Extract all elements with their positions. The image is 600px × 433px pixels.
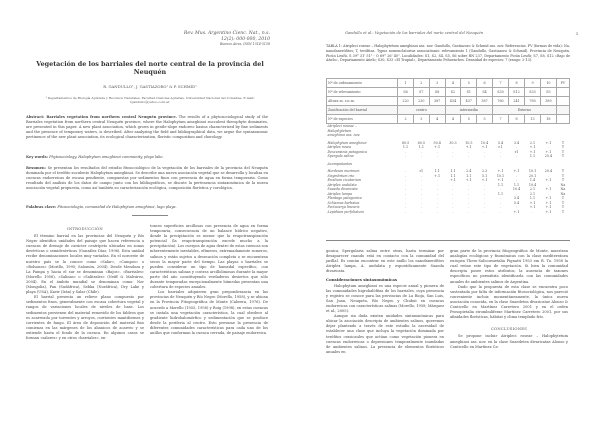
cover-value: 5.4 — [513, 200, 520, 205]
row-label: Nº de relevamiento — [327, 88, 398, 97]
cover-value: . — [468, 209, 470, 214]
syntaxonomy-heading: Consideraciones sintaxonómicas — [326, 277, 398, 283]
table-cell: 18 — [541, 115, 557, 124]
cover-value: . — [468, 182, 470, 187]
cover-value: +.1 — [481, 178, 488, 183]
cover-value: +.1 — [529, 149, 536, 154]
species-name: Plantago patagonica — [327, 196, 362, 201]
journal-issn: Buenos Aires, ISSN 1514-5158 — [220, 42, 270, 46]
cover-value: . — [404, 182, 407, 187]
cover-value: . — [404, 178, 407, 183]
cover-value: . — [452, 187, 454, 192]
abstract — [26, 115, 268, 140]
cover-value: . — [420, 187, 422, 192]
table-cell: 7 — [492, 115, 508, 124]
cover-value: . — [420, 178, 422, 183]
species-name: Atriplex lampa — [327, 191, 353, 196]
life-form: T — [561, 173, 565, 178]
cover-value: +.1 — [434, 145, 441, 150]
cover-value: 10.5 — [465, 140, 473, 145]
cover-value: +.1 — [529, 145, 536, 150]
cover-value: 1.1 — [497, 182, 504, 187]
species-name: Hordeum murinum — [327, 169, 360, 174]
life-form: T — [561, 149, 565, 154]
cover-value: . — [436, 149, 438, 154]
cover-value: 10.4 — [480, 140, 489, 145]
cover-value: 20.4 — [544, 169, 553, 174]
abstract-text: The results of a phytosociological study of the Barriales vegetation from northern central Neuquén province, where the Halophytum ameghinoi succulent therophyte dominates, are presented in this paper. A new plant association, which grows in gentle-slope endoreic basins characterized by fine sediments and the presence of temporary waters, is described. After analyzing the field and bibliographical data, we argue the syntaxonomic pertinence of the new plant association, its ecological characterization, floristic composition and chorology. — [26, 115, 268, 140]
cover-value: . — [404, 191, 407, 196]
conclusions-paragraph: Se propone incluir Atripleci roseae – Halophytetum ameghinoi ass. nov. en la clase Suaedetea divaricatae Alonso y Conticello en Martínez Ca- — [450, 334, 568, 349]
cover-value: r1 — [514, 149, 519, 154]
right-column-1 — [326, 249, 444, 355]
cover-value: . — [452, 205, 454, 210]
cover-value: . — [420, 191, 422, 196]
table-cell: 5 — [477, 115, 493, 124]
table-cell: 780 — [525, 97, 541, 106]
table-cell: S33 — [525, 88, 541, 97]
cover-value: . — [436, 205, 438, 210]
life-form: T — [561, 209, 565, 214]
row-label: Altura m. s.n.m. — [327, 97, 398, 106]
species-name: Lepidium perfoliatum — [327, 209, 364, 214]
cover-value: +.1 — [529, 205, 536, 210]
table-cell: 6 — [477, 79, 493, 88]
cover-value: . — [484, 191, 486, 196]
cover-value: 2.4 — [466, 169, 472, 174]
row-label: Nº de especies — [327, 115, 398, 124]
palabras-text: Fitosociología, comunidad de Halophytum ameghinoi, lago playa. — [56, 205, 177, 209]
table-cell: FV — [556, 79, 569, 88]
analogy-paragraph: gran parte de la provincia fitogeográfica de Monte, muestran analogías ecológicas y fisonómicas con la clase mediterránea europea Thero-Salicornietalia Pignatti 1953 em R. Tx. 1958 la cual reúne este tipo de vegetación. Si bien la comunidad descripta posee estos atributos, la ausencia de taxones específicos no permitiría identificarla con las comunidades anuales de ambientes salinos de Argentina. — [450, 249, 568, 284]
resumen — [26, 166, 268, 191]
cover-value: . — [452, 145, 454, 150]
species-name: Halophytum ameghinoi — [327, 140, 367, 145]
cover-value: . — [499, 209, 502, 214]
cover-value: . — [404, 149, 407, 154]
table-cell: 3 — [429, 79, 445, 88]
keywords — [26, 155, 268, 160]
cover-value: . — [436, 154, 438, 159]
table-cell: 4 — [445, 79, 461, 88]
cover-value: . — [404, 169, 407, 174]
cover-value: . — [420, 196, 422, 201]
cover-value: +.1 — [513, 169, 520, 174]
conclusions-heading: CONCLUSIONES — [490, 326, 528, 332]
species-name: Spergula salina — [327, 154, 354, 159]
table-cell: 8 — [509, 79, 525, 88]
cover-value: . — [484, 149, 486, 154]
table-cell: 8 — [509, 115, 525, 124]
syntaxonomy-paragraph-2: Aunque sin duda existen unidades sintaxonómicas para ubicar la asociación descripta de ambientes salinos, queremos dejar planteado a través de este estudio la necesidad de establecer una clase que incluya la vegetación dominada por terófitos crasicaules que actúan como vegetación pionera en cuencas endorreicas o depresiones temporalmente inundadas de ambientes salinos. La presencia de elementos florísticos anuales en — [326, 314, 444, 354]
cover-value: . — [404, 173, 407, 178]
cover-value: +.1 — [513, 209, 520, 214]
cover-value: 30.3 — [449, 140, 457, 145]
cover-value: . — [515, 178, 518, 183]
cover-value: . — [420, 154, 422, 159]
cover-value: . — [499, 187, 502, 192]
row-label: Nº de ordenamiento — [327, 79, 398, 88]
cover-value: . — [436, 200, 438, 205]
cover-value: . — [404, 187, 407, 192]
table-cell: 5 — [461, 79, 477, 88]
cover-value: . — [468, 187, 470, 192]
cover-value: 5.4 — [497, 140, 504, 145]
cover-value: 80.5 — [401, 140, 410, 145]
cover-value: +.1 — [545, 187, 552, 192]
section-divider — [132, 215, 168, 216]
cover-value: . — [436, 196, 438, 201]
cover-value: 5.1 — [481, 173, 488, 178]
cover-value: . — [404, 200, 407, 205]
table-cell: 760 — [492, 97, 508, 106]
cover-value: 1.1 — [402, 145, 409, 150]
cover-value: . — [484, 209, 486, 214]
cover-value: . — [468, 149, 470, 154]
table-cell: 437 — [461, 97, 477, 106]
table-cell: 387 — [429, 97, 445, 106]
cover-value: r1 — [419, 169, 424, 174]
table-header-row — [327, 88, 570, 97]
palabras-label: Palabras clave: — [26, 205, 57, 209]
species-name: Descurainia patagonica — [327, 149, 367, 154]
left-column-1 — [26, 224, 144, 341]
table-cell: S5 — [541, 88, 557, 97]
cover-value: . — [515, 173, 518, 178]
cover-value: . — [468, 205, 470, 210]
cover-value: r.1 — [498, 145, 503, 150]
cover-value: . — [468, 154, 470, 159]
table-cell: 5 — [461, 115, 477, 124]
running-head: Gandullo et al.: Vegetación de los barriales del norte central del Neuquén — [345, 31, 484, 35]
species-name: Atriplex rosea — [327, 145, 351, 150]
page-number: 3 — [575, 31, 578, 36]
cover-value: +.1 — [481, 145, 488, 150]
life-form: T — [561, 200, 565, 205]
table-cell — [556, 106, 569, 115]
life-form: T — [561, 205, 565, 210]
table-cell: 434 — [445, 97, 461, 106]
keywords-text: Phytosociology, Halophytum ameghinoi community, playa lake. — [47, 155, 164, 159]
table-cell: S2 — [445, 88, 461, 97]
cover-value: . — [531, 209, 534, 214]
intro-paragraph-3: tonces superficies arcillosas con presencia de agua en forma temporaria, consecuencia de un balance hídrico negativo, donde la precipitación es menor que la evapotranspiración potencial (la evapotranspiración excede mucho a la precipitación). Los cuerpos de agua dentro de estas cuencas son inherentemente inestables, efímeros, extremadamente someros, salinos y están sujetos a desecación completa o se encuentran secos la mayor parte del tiempo. Las playas o barriales se pueden considerar un tipo de humedal específico, con características salinas y costras arcillolimosas durante la mayor parte del año constituyendo verdaderos desiertos que sólo durante temporadas excepcionalmente húmedas presentan una cobertura de especies anuales. — [150, 224, 268, 290]
cover-value: 3.4 — [513, 140, 520, 145]
table-cell — [556, 97, 569, 106]
proposal-paragraph: Dado que la propuesta de esta clase se encuentra poco sustentada por falta de información fitosociológica, nos pareció conveniente incluir, momentáneamente, la única nueva asociación conocida, en la clase Suaedetea divaricatae Alonso & Conticello en Martínez Carretero 2001 y en el orden Prosopietalia strombuliferae Martínez Carretero 2001, por sus afinidades florísticas, hábitat y clima templado frío. — [450, 284, 568, 320]
cover-value: 2.1 — [529, 187, 536, 192]
table-cell: S30 — [492, 88, 508, 97]
row-label: Zonificación del barrial — [327, 106, 398, 115]
table-caption: TABLA 1: Atripleci roseae – Halophytetum ameghinoi ass. nov. Gandullo, Gastiazoro & Schmid ass. nov. Referencias. FV (formas de vida): Na, nanofanerófitos; T, terófitas. Typus nomenclatorius associationis: relevamiento 1 (Gandullo, Gastiazoro & Schmid). Provincia de Neuquén, Picún Leufú, S 39° 31' 51" - O 69° 26' 40". Localidades: S1, S2, S4, S5, S6 sobre RN 237, Departamento Picún Leufú; S7, S8, S12 «Bajo de Añelo», Departamento Añelo; S30, S33 «El Trapial», Departamento Pehuenches. Densidad de especies: 7 (rango: 2-13). — [326, 44, 570, 63]
cover-value: 1.1 — [529, 154, 536, 159]
table-cell: S1 — [461, 88, 477, 97]
cover-value: +.1 — [529, 200, 536, 205]
cover-value: . — [404, 154, 407, 159]
cover-value: . — [420, 209, 422, 214]
cover-value: . — [484, 182, 486, 187]
species-name: Sisymbrium irio — [327, 173, 355, 178]
cover-value: . — [515, 191, 518, 196]
cover-value: . — [420, 173, 422, 178]
table-cell: 389 — [541, 97, 557, 106]
life-form: T — [561, 178, 565, 183]
zonation-row — [327, 106, 570, 115]
intro-paragraph-4: Los barriales adquieren gran preponderancia en las provincias de Neuquén y Río Negro (Morello, 1958), y se ubican en la Provincia Fitogeográfica de Monte (Cabrera, 1976). De acuerdo a Morello (1955, 1958) y Roig (1998), en estas cuencas se instala una vegetación característica, la cual obedece al gradiente hidrohalomórfico y sedimentación que se produce desde la periferia al centro. Esto presume la presencia de diferentes comunidades características para cada uno de los anillos que conforman la cuenca cerrada, de paisaje endorreica. — [150, 290, 268, 335]
table-cell: 13 — [525, 115, 541, 124]
abstract-label: Abstract: Barriales vegetation from northern central Neuquén province. — [26, 115, 177, 119]
cover-value: . — [404, 205, 407, 210]
cover-value: 1.1 — [529, 196, 536, 201]
table-cell — [556, 88, 569, 97]
resumen-text: Se presentan los resultados del estudio fitosociológico de la vegetación de los barriales de la provincia del Neuquén dominada por el terófito suculento Halophytum ameghinoi. Se describe una nueva asociación vegetal que se desarrolla y localiza en cuencas endorreicas de escasa pendiente, compuestas por sedimentos finos con presencia de agua en forma temporaria. Como resultado del análisis de los datos de campo junto con los bibliográficos, se discute la pertenencia sintaxonómica de la nueva asociación vegetal propuesta, como así también su caracterización ecológica, composición florística y corológica. — [26, 166, 268, 191]
life-form: T — [561, 169, 565, 174]
cover-value: 1.1 — [513, 182, 520, 187]
cover-value: . — [515, 145, 518, 150]
zone-externo: Externo — [492, 106, 556, 115]
table-cell: 7 — [492, 79, 508, 88]
cover-value: . — [452, 191, 454, 196]
cover-value: . — [515, 154, 518, 159]
table-cell: 4 — [429, 115, 445, 124]
ring-paragraph: gonica, Spergularia salina entre otras, hasta terminar por desaparecer cuando está en contacto con la comunidad del jarillal. Es común encontrar en este anillo los nanofanerófitos Atriplex lampa, A. undulata y esporádicamente Suaeda divaricata. — [326, 249, 444, 274]
cover-value: . — [547, 173, 549, 178]
cover-value: . — [547, 182, 549, 187]
association-label: Atripleci roseae – Halophytetum ameghinoi ass. nov. — [327, 124, 361, 138]
cover-value: . — [484, 154, 486, 159]
cover-value: 10.4 — [528, 182, 537, 187]
table-cell: S6 — [398, 88, 414, 97]
cover-value: +.1 — [497, 169, 504, 174]
cover-value: +.1 — [545, 205, 552, 210]
journal-name: Rev. Mus. Argentino Cienc. Nat., n.s. — [183, 31, 270, 36]
cover-value: +.1 — [545, 200, 552, 205]
journal-citation — [184, 31, 270, 46]
table-cell: S8 — [429, 88, 445, 97]
cover-value: . — [420, 200, 422, 205]
cover-value: 1.1 — [418, 145, 424, 150]
life-form: Na — [560, 187, 566, 192]
paper-title: Vegetación de los barriales del norte central de la provincia del Neuquén — [36, 60, 264, 77]
cover-value: +.1 — [545, 140, 552, 145]
table-cell — [556, 115, 569, 124]
cover-value: . — [515, 205, 518, 210]
cover-value: . — [436, 182, 438, 187]
cover-value: . — [468, 191, 470, 196]
intro-heading: INTRODUCCIÓN — [67, 226, 103, 231]
left-column-2 — [150, 224, 268, 336]
cover-value: 2.1 — [529, 140, 536, 145]
table-cell: 230 — [413, 97, 429, 106]
life-form: T — [561, 140, 565, 145]
cover-value: +.1 — [449, 178, 456, 183]
cover-value: +.1 — [465, 145, 472, 150]
syntaxonomy-paragraph-1: Halophytum ameghinoi es una especie anual y pionera de las comunidades higrohalófitas de los barriales, cuya presencia y registro se conoce para las provincias de La Rioja, San Luis, San Juan, Neuquén, Río Negro y Chubut en cuencas endorreicas con características salinas (Morello, 1958; Márquez et al., 2005). — [326, 283, 444, 314]
cover-value: . — [452, 209, 454, 214]
cover-value: 25.4 — [544, 154, 553, 159]
cover-value: . — [499, 154, 502, 159]
life-form: Na — [560, 191, 566, 196]
companions-label: Acompañantes — [327, 161, 353, 166]
table-cell: 9 — [525, 79, 541, 88]
table-cell: 241 — [509, 97, 525, 106]
cover-value: . — [484, 196, 486, 201]
affiliation: ¹ Departamentos de Biología Aplicada y Recursos Naturales, Facultad Ciencias Agrarias, Universidad Nacional del Comahue. E-mail: rgandullo@yahoo.com.ar. — [45, 96, 255, 105]
life-form: T — [561, 154, 565, 159]
cover-value: 3.4 — [513, 196, 520, 201]
right-page — [300, 0, 600, 433]
table-header-row — [327, 97, 570, 106]
cover-value: . — [547, 145, 549, 150]
cover-value: +.1 — [545, 178, 552, 183]
cover-value: . — [452, 154, 454, 159]
palabras-clave — [26, 205, 268, 210]
authors: R. GANDULLO¹, J. GASTIAZORO¹ & P. SCHMID¹ — [103, 84, 197, 89]
table-cell: S12 — [509, 88, 525, 97]
cover-value: . — [404, 196, 407, 201]
intro-paragraph-1: El término barrial en las provincias del Neuquén y Río Negro identifica unidades del paisaje que hacen referencia a cuencas de drenaje de carácter centrípeto ubicadas en zonas desérticas o semidesérticas (González Díaz, 1996). Esta unidad recibe denominaciones locales muy variadas. En el noroeste de nuestro país se la conoce como «Salar», «Campos» o «Bolsones» (Morillo, 1995; Salomón, 2004). Desde Mendoza y La Pampa y hacia el sur se denominan «Bajos», «Barriales» (Morello 1958), «Salinas» o «Salitrales» (Neiff & Malvárez, 2004). En el ámbito mundial se denominan como: Nor (Mongolia), Pan (Sudáfrica), Sebka (Noráfrica), Dry Lake y playa (USA), Kavir (Irán) y Salar (Chile). — [26, 234, 144, 295]
vegetation-table — [326, 78, 570, 214]
cover-value: . — [452, 200, 454, 205]
cover-value: 50.4 — [433, 140, 441, 145]
cover-value: . — [436, 209, 438, 214]
cover-value: 1.1 — [497, 191, 504, 196]
table-cell: 387 — [477, 97, 493, 106]
cover-value: +.1 — [545, 209, 552, 214]
species-name: Atriplex undulata — [327, 182, 357, 187]
life-form: Na — [560, 182, 566, 187]
cover-value: . — [452, 149, 454, 154]
cover-value: . — [436, 191, 438, 196]
table-cell: 10 — [541, 79, 557, 88]
table-cell: 2 — [398, 115, 414, 124]
cover-value: . — [468, 196, 470, 201]
cover-value: . — [484, 205, 486, 210]
table-cell: 220 — [398, 97, 414, 106]
cover-value: . — [452, 182, 454, 187]
cover-value: 20.1 — [528, 173, 537, 178]
cover-value: 1.4 — [529, 178, 536, 183]
cover-value: . — [499, 205, 502, 210]
species-row — [327, 210, 570, 215]
table-bottom-rule — [326, 240, 570, 241]
table-cell: 4 — [445, 115, 461, 124]
cover-value: . — [484, 187, 486, 192]
cover-value: . — [499, 196, 502, 201]
cover-value: +.1 — [434, 173, 441, 178]
life-form: T — [561, 196, 565, 201]
cover-value: +.1 — [545, 196, 552, 201]
cover-value: . — [468, 200, 470, 205]
keywords-label: Key words: — [26, 155, 48, 159]
cover-value: . — [404, 209, 407, 214]
right-column-2 — [450, 249, 568, 350]
cover-value: . — [436, 178, 438, 183]
cover-value: . — [420, 205, 422, 210]
cover-value: . — [436, 187, 438, 192]
cover-value: 1.1 — [434, 169, 440, 174]
table-cell: 1 — [398, 79, 414, 88]
cover-value: . — [499, 200, 502, 205]
cover-value: 60.5 — [417, 140, 425, 145]
cover-value: . — [420, 182, 422, 187]
table-header-row — [327, 115, 570, 124]
cover-value: 1.1 — [450, 173, 456, 178]
species-name: Pectocarya linearis — [327, 205, 360, 210]
journal-volume: 12(2): 000-000, 2010 — [220, 36, 270, 42]
cover-value: +.1 — [465, 178, 472, 183]
cover-value: . — [484, 200, 486, 205]
cover-value: 10.4 — [512, 187, 521, 192]
species-name: Schismus barbatus — [327, 200, 360, 205]
cover-value: . — [452, 196, 454, 201]
cover-value: 1.1 — [450, 169, 456, 174]
cover-value: . — [499, 149, 502, 154]
cover-value: 2.1 — [529, 191, 536, 196]
cover-value: 1.1 — [466, 173, 472, 178]
intro-paragraph-2: El barrial presenta un relieve plano compuesto por sedimentos finos, generalmente con escasa cobertura vegetal y rangos de variaciones locales de niveles de base. Los sedimentos provienen del material removido de los faldeos que es acarreado por torrentes y arroyos, corrientes mantiformes y corrientes de fango. El área de deposición del material fino comienza en las márgenes de los abanicos de acarreo y se extiende hasta el fondo de la cuenca. En algunos casos se forman «salares» y en otros «barriales», en- — [26, 295, 144, 340]
table-header-row — [327, 79, 570, 88]
cover-value: +.1 — [545, 149, 552, 154]
zone-centro: centro — [398, 106, 445, 115]
species-name: Erodium cicutarium — [327, 178, 361, 183]
cover-value: +.1 — [497, 178, 504, 183]
table-cell: 3 — [413, 115, 429, 124]
cover-value: . — [420, 149, 422, 154]
life-form: T — [561, 145, 565, 150]
zone-intermedia: intermedia — [445, 106, 492, 115]
cover-value: 10.1 — [528, 169, 537, 174]
cover-value: . — [547, 191, 549, 196]
table-cell: S7 — [413, 88, 429, 97]
cover-value: 2.3 — [481, 169, 488, 174]
association-label-row — [327, 124, 570, 138]
resumen-label: Resumen: — [26, 166, 46, 170]
species-name: Suaeda divaricata — [327, 187, 358, 192]
table-cell: S4 — [477, 88, 493, 97]
cover-value: 10.1 — [496, 173, 505, 178]
table-cell: 2 — [413, 79, 429, 88]
